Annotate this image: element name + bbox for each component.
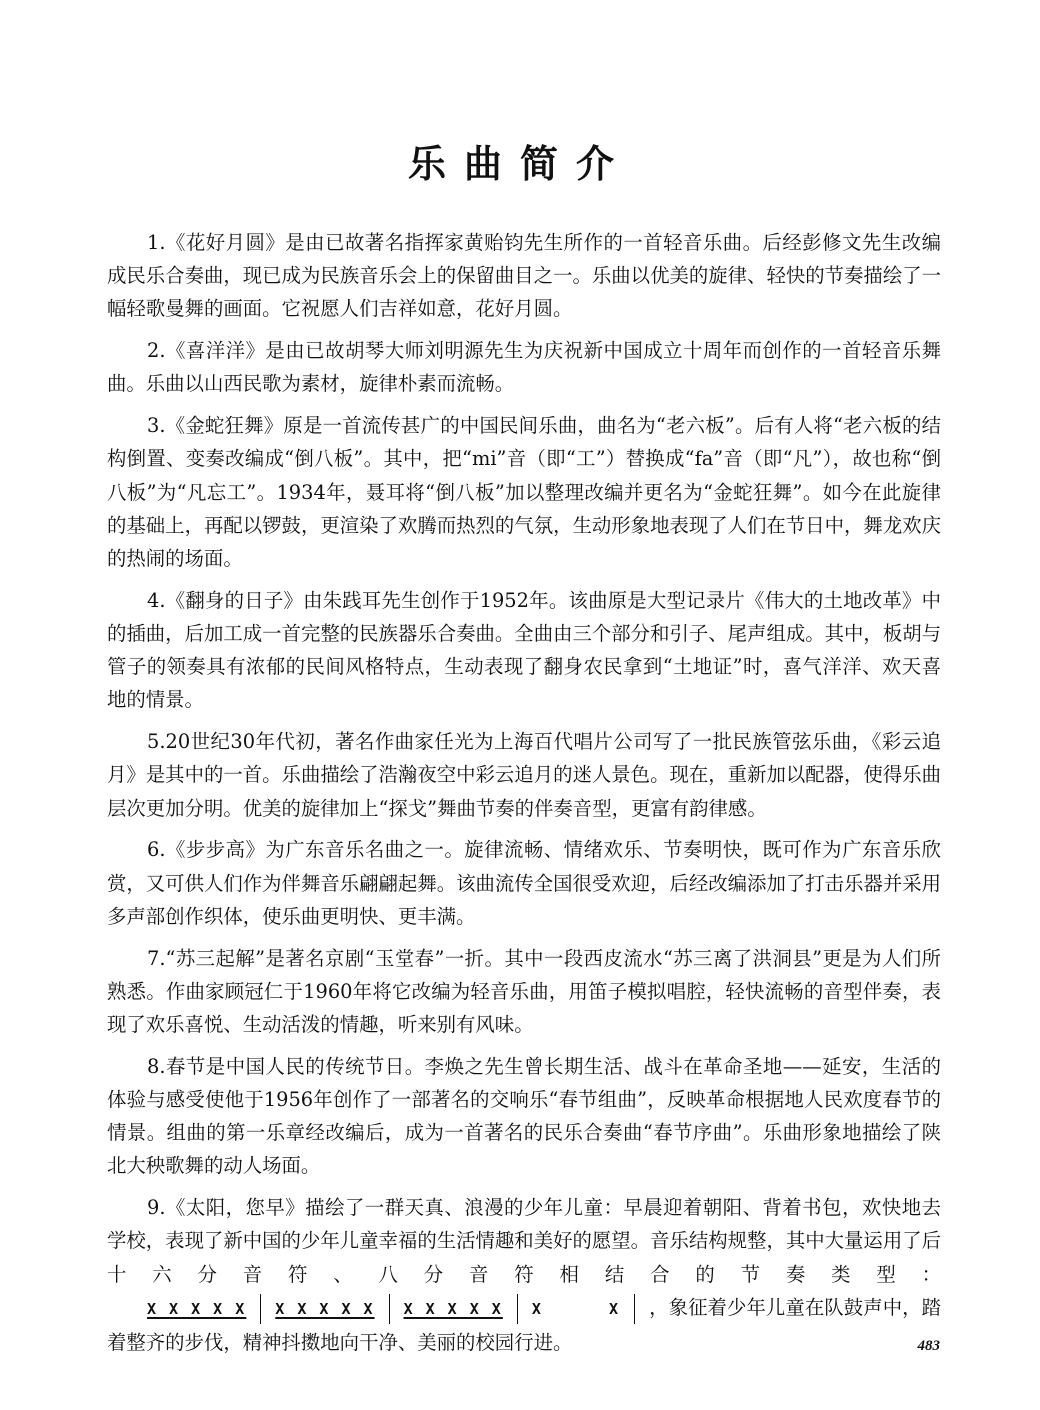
bar-line (260, 1294, 261, 1324)
page-title: 乐曲简介 (407, 141, 632, 186)
paragraph-5: 5.20世纪30年代初，著名作曲家任光为上海百代唱片公司写了一批民族管弦乐曲，《彩云追月》是其中的一首。乐曲描绘了浩瀚夜空中彩云追月的迷人景色。现在，重新加以配器，使得乐曲层次更加分明。优美的旋律加上“探戈”舞曲节奏的伴奏音型，更富有韵律感。 (107, 730, 941, 820)
paragraph-3: 3.《金蛇狂舞》原是一首流传甚广的中国民间乐曲，曲名为“老六板”。后有人将“老六板的结构倒置、变奏改编成“倒八板”。其中，把“mi”音（即“工”）替换成“fa”音（即“凡”），故也称“倒八板”为“凡忘工”。1934年，聂耳将“倒八板”加以整理改编并更名为“金蛇狂舞”。如今在此旋律的基础上，再配以锣鼓，更渲染了欢腾而热烈的气氛，生动形象地表现了人们在节日中，舞龙欢庆的热闹的场面。 (107, 414, 941, 571)
paragraph-7: 7.“苏三起解”是著名京剧“玉堂春”一折。其中一段西皮流水“苏三离了洪洞县”更是为人们所熟悉。作曲家顾冠仁于1960年将它改编为轻音乐曲，用笛子模拟唱腔，轻快流畅的音型伴奏，表现了欢乐喜悦、生动活泼的情趣，听来别有风味。 (107, 946, 941, 1037)
paragraph-4: 4.《翻身的日子》由朱践耳先生创作于1952年。该曲原是大型记录片《伟大的土地改革》中的插曲，后加工成一首完整的民族器乐合奏曲。全曲由三个部分和引子、尾声组成。其中，板胡与管子的领奏具有浓郁的民间风格特点，生动表现了翻身农民拿到“土地证”时，喜气洋洋、欢天喜地的情景。 (107, 588, 941, 712)
bar-line (517, 1294, 518, 1324)
rhythm-measure-3: X X X X X (403, 1299, 503, 1318)
paragraph-9-outro: ，象征着少年儿童在队鼓声中，踏着整齐的步伐，精神抖擞地向干净、美丽的校园行进。 (107, 1295, 941, 1355)
paragraph-9 (107, 1191, 941, 1359)
paragraph-6: 6.《步步高》为广东音乐名曲之一。旋律流畅、情绪欢乐、节奏明快，既可作为广东音乐欣赏，又可供人们作为伴舞音乐翩翩起舞。该曲流传全国很受欢迎，后经改编添加了打击乐器并采用多声部创作织体，使乐曲更明快、更丰满。 (107, 838, 941, 928)
rhythm-measure-4: X X (531, 1299, 621, 1318)
bar-line (634, 1294, 635, 1324)
rhythm-notation (107, 1293, 649, 1326)
bar-line (389, 1294, 390, 1324)
rhythm-measure-1: X X X X X (147, 1299, 247, 1318)
page-number: 483 (917, 1338, 940, 1354)
paragraph-9-intro: 9.《太阳，您早》描绘了一群天真、浪漫的少年儿童：早晨迎着朝阳、背着书包，欢快地去学校，表现了新中国的少年儿童幸福的生活情趣和美好的愿望。音乐结构规整，其中大量运用了后十六分音符、八分音符相结合的节奏类型： (107, 1196, 941, 1286)
paragraph-8: 8.春节是中国人民的传统节日。李焕之先生曾长期生活、战斗在革命圣地——延安，生活的体验与感受使他于1956年创作了一部著名的交响乐“春节组曲”，反映革命根据地人民欢度春节的情景。组曲的第一乐章经改编后，成为一首著名的民乐合奏曲“春节序曲”。乐曲形象地描绘了陕北大秧歌舞的动人场面。 (107, 1054, 941, 1178)
article-body (107, 226, 941, 1368)
paragraph-2: 2.《喜洋洋》是由已故胡琴大师刘明源先生为庆祝新中国成立十周年而创作的一首轻音乐舞曲。乐曲以山西民歌为素材，旋律朴素而流畅。 (107, 339, 941, 396)
paragraph-1: 1.《花好月圆》是由已故著名指挥家黄贻钧先生所作的一首轻音乐曲。后经彭修文先生改编成民乐合奏曲，现已成为民族音乐会上的保留曲目之一。乐曲以优美的旋律、轻快的节奏描绘了一幅轻歌曼舞的画面。它祝愿人们吉祥如意，花好月圆。 (107, 231, 941, 321)
rhythm-measure-2: X X X X X (275, 1299, 375, 1318)
